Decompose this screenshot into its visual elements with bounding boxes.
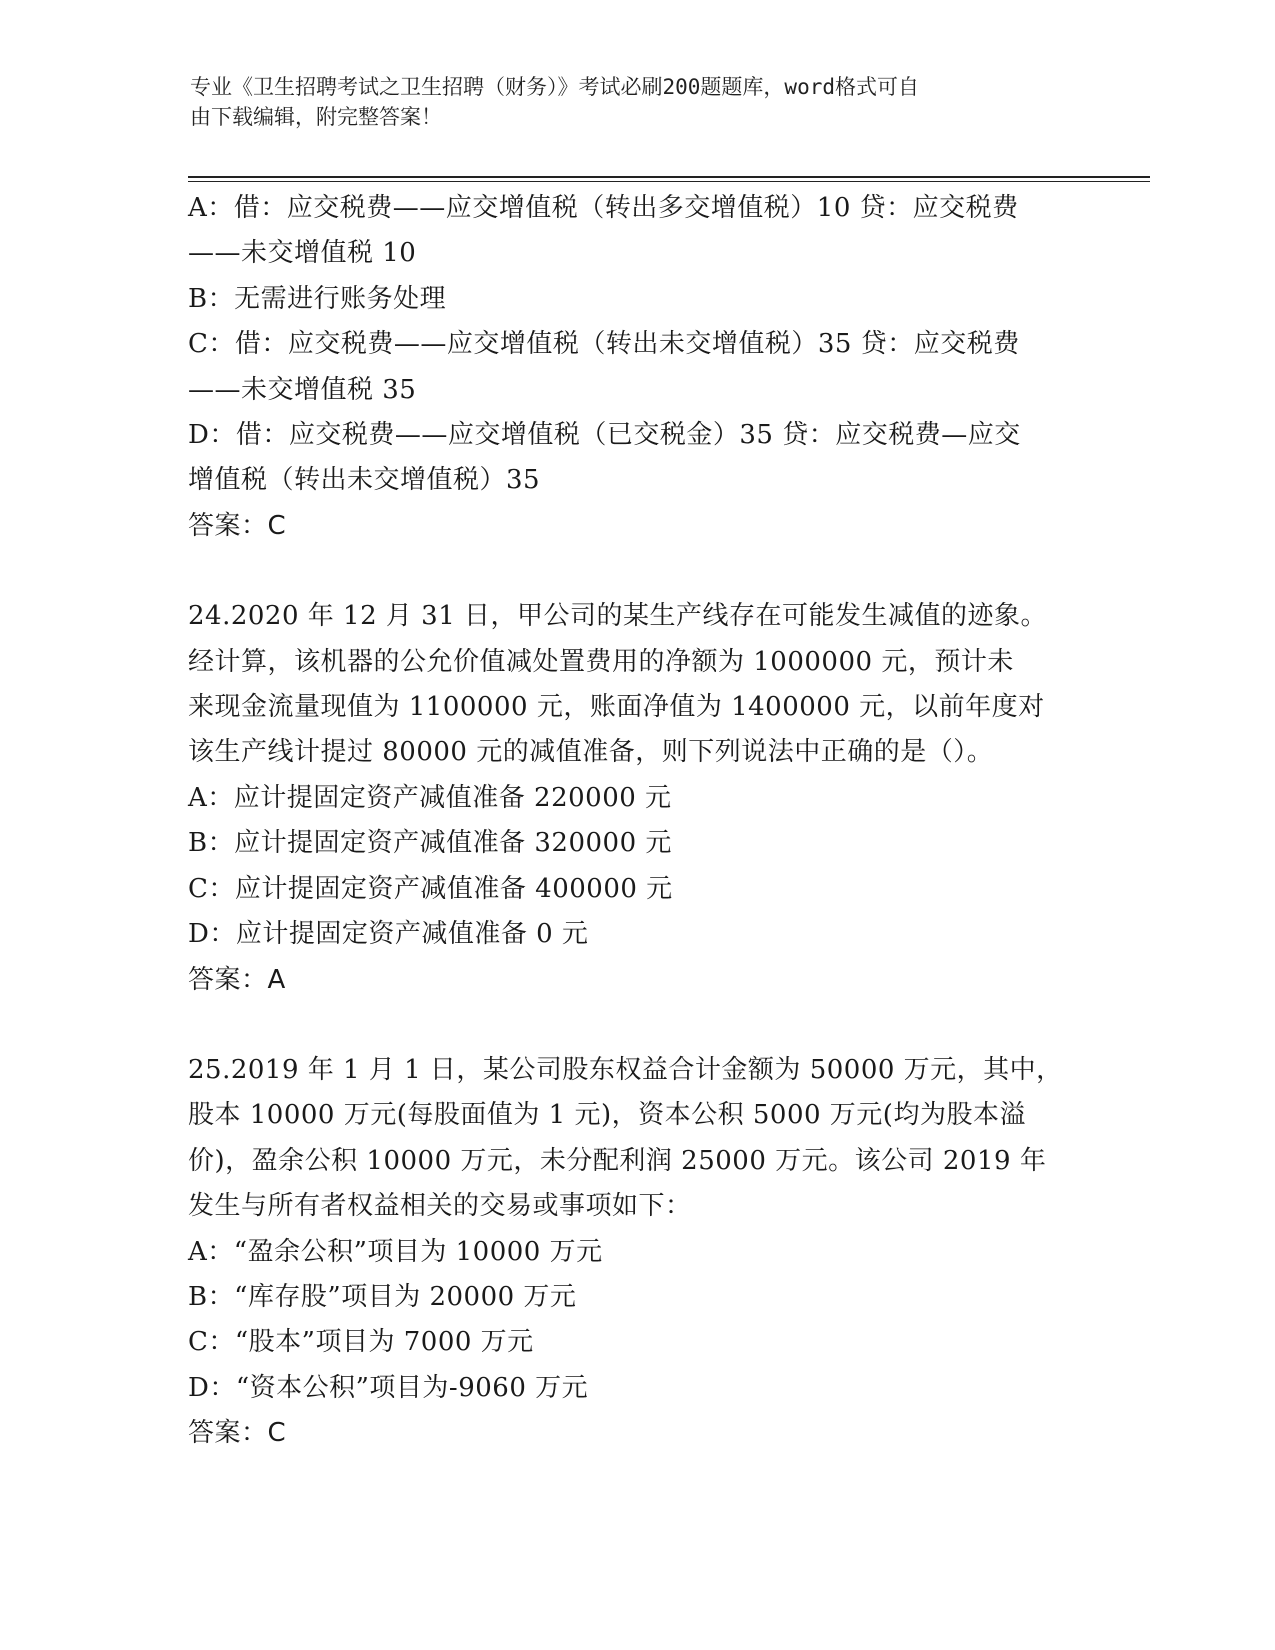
option-d: D：应计提固定资产减值准备 0 元 [188,919,589,950]
question-stem-line: 24.2020 年 12 月 31 日，甲公司的某生产线存在可能发生减值的迹象。 [188,601,1048,632]
option-a: A：应计提固定资产减值准备 220000 元 [188,782,672,813]
option-c: C：“股本”项目为 7000 万元 [188,1327,534,1358]
document-body [188,186,1088,1457]
question-stem-line: 25.2019 年 1 月 1 日，某公司股东权益合计金额为 50000 万元，其中， [188,1054,1063,1085]
option-b: B：无需进行账务处理 [188,283,447,314]
question-stem-line: 价)，盈余公积 10000 万元，未分配利润 25000 万元。该公司 2019 年 [188,1145,1047,1176]
header-line-2: 由下载编辑，附完整答案！ [190,105,442,129]
document-header [190,72,1070,132]
option-a: A：“盈余公积”项目为 10000 万元 [188,1236,603,1267]
question-stem-line: 股本 10000 万元(每股面值为 1 元)，资本公积 5000 万元(均为股本溢 [188,1100,1026,1131]
question-stem-line: 来现金流量现值为 1100000 元，账面净值为 1400000 元，以前年度对 [188,692,1045,723]
option-c-line-1: C：借：应交税费——应交增值税（转出未交增值税）35 贷：应交税费 [188,329,1020,360]
spacer [188,1003,1088,1048]
spacer [188,549,1088,594]
question-24 [188,594,1088,1003]
option-a-line-2: ——未交增值税 10 [188,238,417,269]
header-rule-thick [188,176,1150,178]
option-b: B：应计提固定资产减值准备 320000 元 [188,828,672,859]
question-stem-line: 经计算，该机器的公允价值减处置费用的净额为 1000000 元，预计未 [188,646,1014,677]
option-c-line-2: ——未交增值税 35 [188,374,417,405]
option-d-line-1: D：借：应交税费——应交增值税（已交税金）35 贷：应交税费—应交 [188,420,1021,451]
option-a-line-1: A：借：应交税费——应交增值税（转出多交增值税）10 贷：应交税费 [188,193,1019,223]
option-c: C：应计提固定资产减值准备 400000 元 [188,873,673,904]
question-stem-line: 该生产线计提过 80000 元的减值准备，则下列说法中正确的是（）。 [188,737,994,768]
question-25 [188,1048,1088,1457]
question-stem-line: 发生与所有者权益相关的交易或事项如下： [188,1191,692,1222]
option-b: B：“库存股”项目为 20000 万元 [188,1281,577,1312]
answer: 答案：C [188,1418,287,1449]
option-d-line-2: 增值税（转出未交增值税）35 [188,465,541,496]
answer: 答案：C [188,510,287,541]
header-rule-thin [188,181,1150,182]
option-d: D：“资本公积”项目为-9060 万元 [188,1372,589,1403]
header-line-1: 专业《卫生招聘考试之卫生招聘（财务）》考试必刷200题题库，word格式可自 [190,75,919,99]
answer: 答案：A [188,964,286,995]
question-23 [188,186,1088,549]
